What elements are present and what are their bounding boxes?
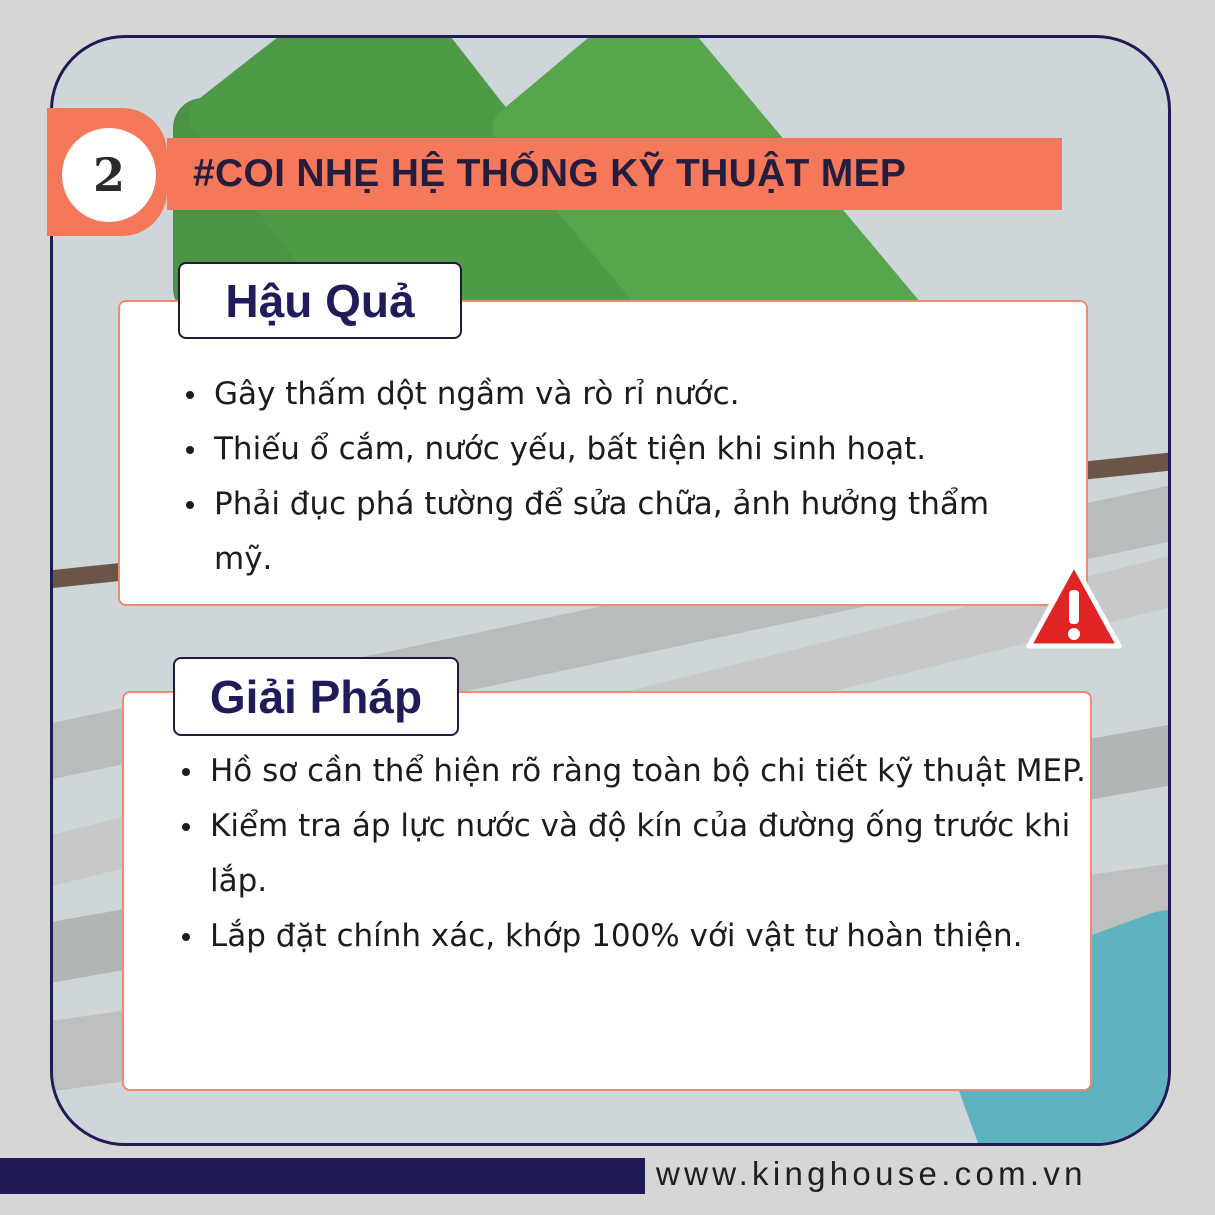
section-number: 2 <box>62 128 156 222</box>
consequences-heading: Hậu Quả <box>225 274 415 327</box>
list-item: Hồ sơ cần thể hiện rõ ràng toàn bộ chi tiết kỹ thuật MEP. <box>176 744 1101 799</box>
solutions-heading: Giải Pháp <box>209 670 423 723</box>
list-item: Phải đục phá tường để sửa chữa, ảnh hưởng thẩm mỹ. <box>180 477 1040 587</box>
website-link[interactable]: www.kinghouse.com.vn <box>656 1155 1087 1192</box>
solutions-label-box <box>173 657 459 736</box>
warning-triangle-icon <box>1025 560 1123 654</box>
list-item: Kiểm tra áp lực nước và độ kín của đường ống trước khi lắp. <box>176 799 1101 909</box>
list-item: Gây thấm dột ngầm và rò rỉ nước. <box>180 367 1040 422</box>
consequences-label-box <box>178 262 462 339</box>
list-item: Thiếu ổ cắm, nước yếu, bất tiện khi sinh hoạt. <box>180 422 1040 477</box>
consequences-list <box>180 367 1040 587</box>
footer-bar <box>0 1158 645 1194</box>
title-banner <box>167 138 1062 210</box>
solutions-list <box>176 744 1101 964</box>
list-item: Lắp đặt chính xác, khớp 100% với vật tư hoàn thiện. <box>176 909 1101 964</box>
page-title: #COI NHẸ HỆ THỐNG KỸ THUẬT MEP <box>193 152 907 195</box>
